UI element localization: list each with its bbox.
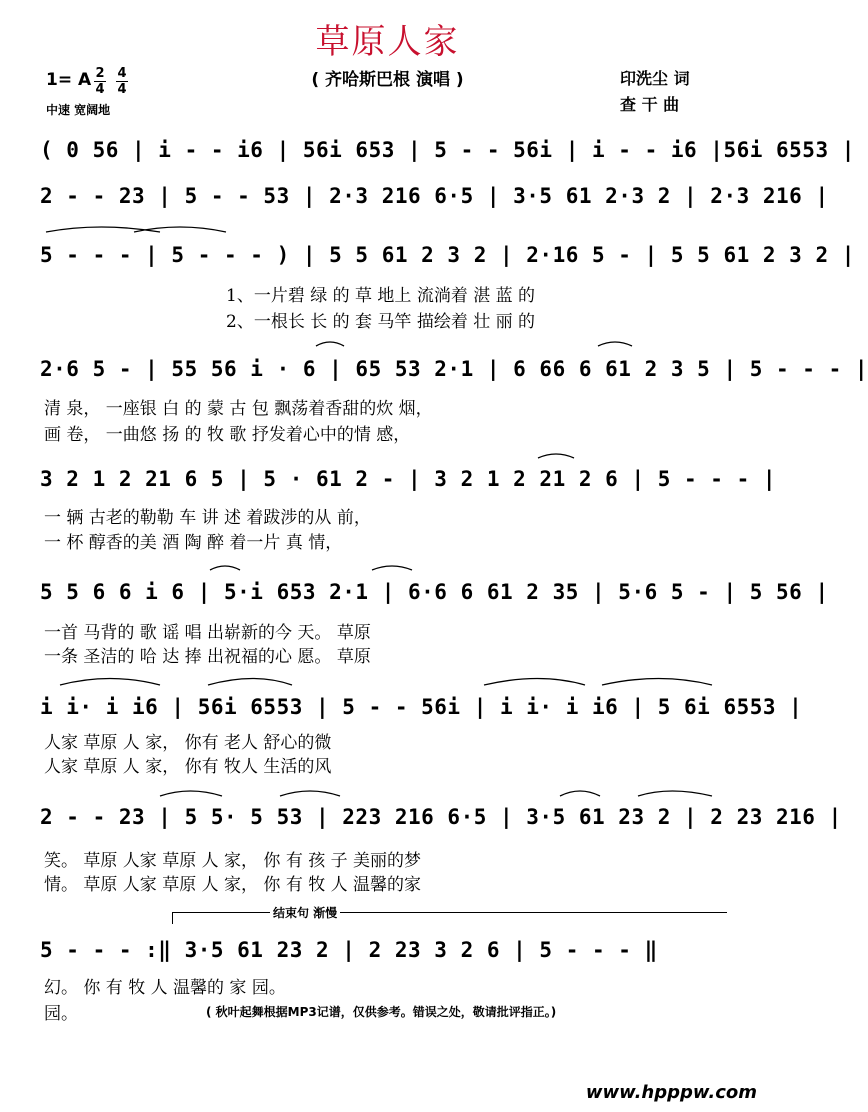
lyric-row-6-verse-1: 一首 马背的 歌 谣 唱 出崭新的今 天。 草原 [44,623,371,643]
slur-arc-row6-a [210,566,240,570]
site-watermark: www.hpppw.com [585,1082,757,1103]
lyric-row-9-verse-2: 园。 [44,1004,78,1024]
notation-row-5: 3 2 1 2 21 6 5 | 5 · 61 2 - | 3 2 1 2 21 2 6 | 5 - - - | [40,467,777,491]
slur-arc-row7-b [208,679,292,686]
ending-label: 结束句 渐慢 [270,904,340,921]
lyric-row-3-verse-2: 2、一根长 长 的 套 马竿 描绘着 壮 丽 的 [226,312,536,332]
notation-row-1: ( 0 56 | i - - i6 | 56i 653 | 5 - - 56i | i - - i6 |56i 6553 | [40,138,855,162]
lyric-row-9-verse-1: 幻。 你 有 牧 人 温馨的 家 园。 [44,978,286,998]
slur-arc-row8-d [638,791,712,796]
song-title: 草原人家 [315,22,460,62]
slur-arc-row7-a [60,679,160,686]
slur-arc-row7-c [484,679,585,686]
lyric-row-7-verse-1: 人家 草原 人 家， 你有 老人 舒心的微 [44,733,332,753]
notation-row-2: 2 - - 23 | 5 - - 53 | 2·3 216 6·5 | 3·5 61 2·3 2 | 2·3 216 | [40,184,829,208]
slur-arc-row3-b [134,227,226,232]
notation-row-9: 5 - - - :‖ 3·5 61 23 2 | 2 23 3 2 6 | 5 - - - ‖ [40,938,658,962]
notation-row-6: 5 5 6 6 i 6 | 5·i 653 2·1 | 6·6 6 61 2 35 | 5·6 5 - | 5 56 | [40,580,829,604]
slur-arc-row3-a [46,227,160,232]
notation-row-7: i i· i i6 | 56i 6553 | 5 - - 56i | i i· i i6 | 5 6i 6553 | [40,695,803,719]
slur-arc-row7-d [602,679,712,686]
tempo-marking: 中速 宽阔地 [46,103,111,117]
lyric-row-5-verse-1: 一 辆 古老的勒勒 车 讲 述 着跋涉的从 前， [44,508,371,528]
lyric-row-5-verse-2: 一 杯 醇香的美 酒 陶 醉 着一片 真 情， [44,533,343,553]
slur-arc-row5 [538,454,574,458]
lyric-row-7-verse-2: 人家 草原 人 家， 你有 牧人 生活的风 [44,757,332,777]
slur-arc-row4-b [598,342,632,346]
lyric-row-8-verse-2: 情。 草原 人家 草原 人 家， 你 有 牧 人 温馨的家 [44,875,422,895]
lyric-row-3-verse-1: 1、一片碧 绿 的 草 地上 流淌着 湛 蓝 的 [226,286,536,306]
notation-row-8: 2 - - 23 | 5 5· 5 53 | 223 216 6·5 | 3·5 61 23 2 | 2 23 216 | [40,805,842,829]
lyricist-credit: 印洗尘 词 [620,69,690,88]
time-sig-first-bottom: 4 [95,82,105,97]
key-signature: 1= A [46,70,92,90]
performer-subtitle: ( 齐哈斯巴根 演唱 ) [311,70,464,90]
time-sig-second-top: 4 [117,66,127,81]
time-sig-second-bottom: 4 [117,82,127,97]
lyric-row-4-verse-2: 画 卷， 一曲悠 扬 的 牧 歌 抒发着心中的情 感， [44,425,411,445]
slur-arc-row8-b [280,791,340,796]
notation-row-4: 2·6 5 - | 55 56 i · 6 | 65 53 2·1 | 6 66 6 61 2 3 5 | 5 - - - | [40,357,868,381]
transcriber-footnote: ( 秋叶起舞根据MP3记谱，仅供参考。错误之处，敬请批评指正。) [206,1005,557,1019]
slur-arc-row8-a [160,791,222,796]
lyric-row-4-verse-1: 清 泉， 一座银 白 的 蒙 古 包 飘荡着香甜的炊 烟， [44,399,433,419]
composer-credit: 查 干 曲 [620,95,680,114]
slur-arc-row8-c [560,791,600,796]
slur-arc-row4-a [316,342,344,346]
time-sig-first-top: 2 [95,66,105,81]
lyric-row-6-verse-2: 一条 圣洁的 哈 达 捧 出祝福的心 愿。 草原 [44,647,371,667]
lyric-row-8-verse-1: 笑。 草原 人家 草原 人 家， 你 有 孩 子 美丽的梦 [44,851,422,871]
slur-arc-row6-b [372,566,412,570]
notation-row-3: 5 - - - | 5 - - - ) | 5 5 61 2 3 2 | 2·16 5 - | 5 5 61 2 3 2 | [40,243,855,267]
